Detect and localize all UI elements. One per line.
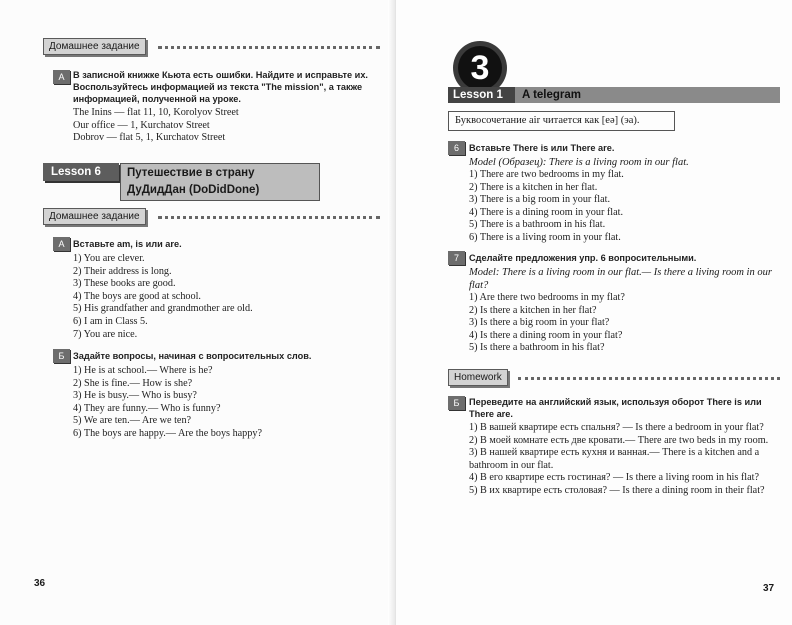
exercise-badge: 7 [448, 251, 465, 265]
model-example: Model: There is a living room in our flat.— Is there a living room in our flat? [469, 267, 772, 291]
list-item: 5) There is a bathroom in his flat. [469, 219, 606, 231]
page-number: 36 [34, 578, 46, 589]
list-item: 6) The boys are happy.— Are the boys happy? [73, 427, 262, 439]
dotted-rule [158, 216, 380, 223]
exercise-items [469, 169, 624, 245]
list-item: 2) Is there a kitchen in her flat? [469, 304, 597, 316]
dotted-rule [518, 377, 780, 384]
list-item: 5) В их квартире есть столовая? — Is there a dining room in their flat? [469, 484, 765, 496]
homework-tab: Домашнее задание [43, 38, 146, 55]
unit-number: 3 [458, 46, 502, 90]
list-item: The Inins — flat 11, 10, Korolyov Street [73, 107, 239, 118]
list-item: 4) They are funny.— Who is funny? [73, 402, 221, 414]
list-item: 6) There is a living room in your flat. [469, 231, 621, 243]
lesson-title: Путешествие в страну ДуДидДан (DoDidDone) [120, 163, 320, 201]
list-item: 3) These books are good. [73, 278, 176, 290]
lesson-label: Lesson 1 [448, 87, 515, 103]
list-item: 1) You are clever. [73, 253, 145, 264]
pronunciation-note: Буквосочетание air читается как [eə] (эа). [448, 111, 675, 131]
page-number: 37 [763, 583, 775, 594]
list-item: 2) В моей комнате есть две кровати.— There are two beds in my room. [469, 434, 769, 446]
exercise-badge: А [53, 237, 70, 251]
right-page [396, 0, 792, 625]
exercise-badge: 6 [448, 141, 465, 155]
exercise-instruction: В записной книжке Кьюта есть ошибки. Найдите и исправьте их. Воспользуйтесь информацией из текста "The mission", а также информацией, полученной на уроке. [73, 70, 368, 104]
exercise-items [73, 365, 262, 441]
list-item: 2) Their address is long. [73, 265, 172, 277]
exercise-items [73, 253, 253, 341]
list-item: 1) There are two bedrooms in my flat. [469, 169, 624, 180]
list-item: 2) She is fine.— How is she? [73, 377, 193, 389]
lesson-title: A telegram [522, 89, 582, 101]
notebook-entries [73, 107, 239, 145]
homework-tab: Homework [448, 369, 508, 386]
list-item: Our office — 1, Kurchatov Street [73, 119, 210, 131]
exercise-instruction: Вставьте There is или There are. [469, 143, 615, 153]
exercise-items [469, 422, 769, 498]
exercise-items [469, 292, 625, 355]
list-item: 6) I am in Class 5. [73, 315, 148, 327]
list-item: Dobrov — flat 5, 1, Kurchatov Street [73, 132, 226, 144]
exercise-instruction: Сделайте предложения упр. 6 вопросительными. [469, 253, 697, 263]
list-item: 4) В его квартире есть гостиная? — Is there a living room in his flat? [469, 472, 759, 484]
list-item: 5) We are ten.— Are we ten? [73, 415, 192, 427]
list-item: 2) There is a kitchen in her flat. [469, 181, 598, 193]
list-item: 4) The boys are good at school. [73, 290, 201, 302]
lesson-label: Lesson 6 [43, 163, 119, 181]
dotted-rule [158, 46, 380, 53]
list-item: 1) Are there two bedrooms in my flat? [469, 292, 625, 303]
exercise-badge: А [53, 70, 70, 84]
list-item: 3) He is busy.— Who is busy? [73, 390, 197, 402]
exercise-instruction: Вставьте am, is или are. [73, 239, 182, 249]
list-item: 3) There is a big room in your flat. [469, 194, 610, 206]
list-item: 5) Is there a bathroom in his flat? [469, 342, 605, 354]
list-item: 4) There is a dining room in your flat. [469, 206, 624, 218]
exercise-badge: Б [448, 396, 465, 410]
list-item: 7) You are nice. [73, 328, 138, 340]
exercise-instruction: Задайте вопросы, начиная с вопросительных слов. [73, 351, 312, 361]
homework-tab: Домашнее задание [43, 208, 146, 225]
model-example: Model (Образец): There is a living room in our flat. [469, 157, 689, 168]
list-item: 5) His grandfather and grandmother are old. [73, 303, 253, 315]
exercise-badge: Б [53, 349, 70, 363]
list-item: 1) He is at school.— Where is he? [73, 365, 213, 376]
list-item: 4) Is there a dining room in your flat? [469, 329, 623, 341]
exercise-instruction: Переведите на английский язык, используя оборот There is или There are. [469, 397, 762, 419]
list-item: 3) Is there a big room in your flat? [469, 317, 610, 329]
list-item: 1) В вашей квартире есть спальня? — Is there a bedroom in your flat? [469, 422, 764, 433]
list-item: 3) В нашей квартире есть кухня и ванная.— There is a kitchen and a bathroom in our flat. [469, 447, 760, 471]
